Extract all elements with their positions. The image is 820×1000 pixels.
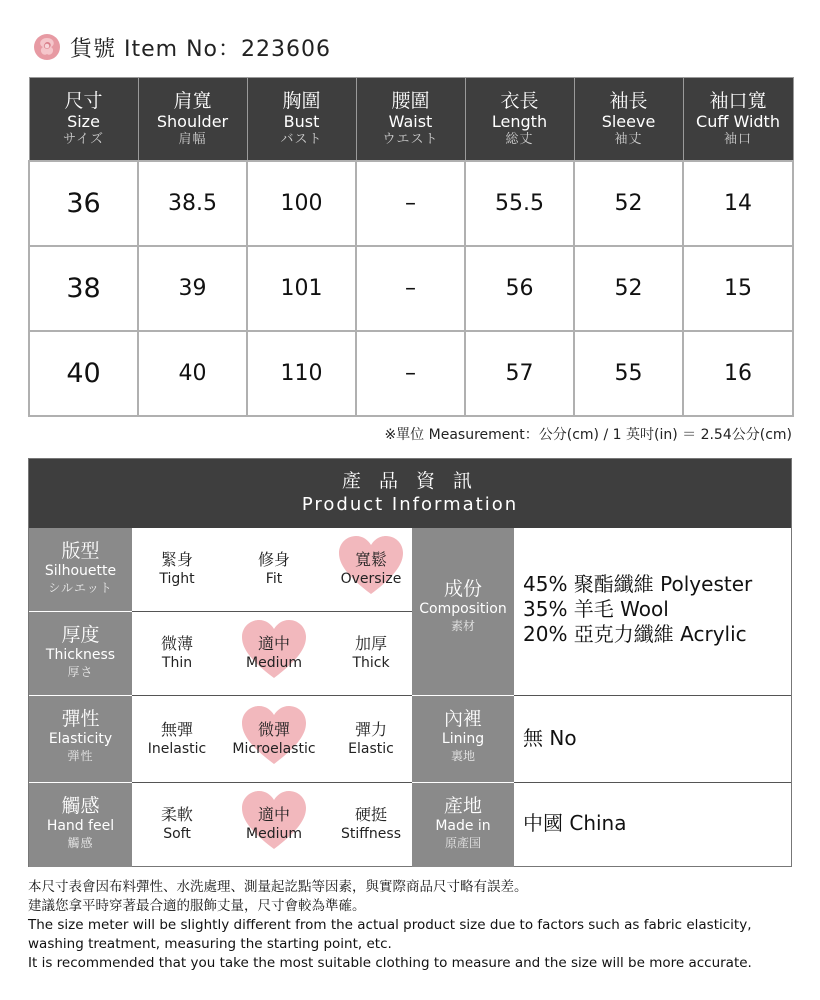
bust-cell: 110	[247, 331, 356, 416]
waist-cell: –	[356, 161, 465, 246]
shoulder-cell: 40	[138, 331, 247, 416]
made-in-label: 產地 Made in 原產国	[412, 783, 514, 867]
disclaimer-line: washing treatment, measuring the starting point, etc.	[28, 936, 392, 952]
sleeve-cell: 52	[574, 161, 683, 246]
thickness-options	[132, 612, 412, 696]
header-size: 尺寸 Size サイズ	[29, 78, 138, 161]
hand-feel-options	[132, 783, 412, 867]
silhouette-label: 版型 Silhouette シルエット	[29, 528, 132, 612]
length-cell: 56	[465, 246, 574, 331]
header-shoulder: 肩寬 Shoulder 肩幅	[138, 78, 247, 161]
shoulder-cell: 39	[138, 246, 247, 331]
bust-cell: 101	[247, 246, 356, 331]
header-sleeve: 袖長 Sleeve 袖丈	[574, 78, 683, 161]
composition-line: 20% 亞克力纖維 Acrylic	[523, 622, 747, 646]
cuff-width-cell: 16	[683, 331, 793, 416]
elasticity-label: 彈性 Elasticity 弾性	[29, 696, 132, 783]
size-cell: 36	[29, 161, 138, 246]
disclaimer-line: The size meter will be slightly different from the actual product size due to factors such as fabric elasticity,	[28, 917, 752, 933]
composition-line: 35% 羊毛 Wool	[523, 597, 669, 621]
sleeve-cell: 55	[574, 331, 683, 416]
product-info-title: 產 品 資 訊 Product Information	[29, 459, 791, 528]
product-info-panel	[28, 458, 792, 867]
option-microelastic: 微彈 Microelastic	[229, 720, 319, 758]
option-oversize: 寬鬆 Oversize	[326, 550, 416, 588]
table-row	[29, 331, 793, 416]
option-fit: 修身 Fit	[257, 550, 290, 587]
length-cell: 55.5	[465, 161, 574, 246]
option-tight: 緊身 Tight	[159, 550, 195, 587]
table-row	[29, 246, 793, 331]
length-cell: 57	[465, 331, 574, 416]
unit-note: ※單位 Measurement：公分(cm) / 1 英吋(in) ＝ 2.54公分(cm)	[384, 427, 792, 443]
disclaimer-line: 建議您拿平時穿著最合適的服飾丈量，尺寸會較為準確。	[28, 898, 366, 914]
hand-feel-label: 觸感 Hand feel 觸感	[29, 783, 132, 867]
option-medium: 適中 Medium	[229, 805, 319, 843]
waist-cell: –	[356, 331, 465, 416]
lining-value: 無 No	[514, 696, 791, 783]
item-number: 貨號 Item No：223606	[70, 36, 331, 62]
option-stiffness: 硬挺 Stiffness	[341, 805, 401, 842]
rose-icon	[32, 32, 62, 62]
option-thick: 加厚 Thick	[352, 634, 390, 671]
silhouette-options	[132, 528, 412, 612]
shoulder-cell: 38.5	[138, 161, 247, 246]
size-cell: 40	[29, 331, 138, 416]
disclaimer	[28, 878, 798, 973]
option-thin: 微薄 Thin	[160, 634, 193, 671]
cuff-width-cell: 15	[683, 246, 793, 331]
made-in-value: 中國 China	[523, 811, 627, 835]
option-inelastic: 無彈 Inelastic	[147, 719, 207, 757]
composition-value	[514, 528, 791, 696]
composition-line: 45% 聚酯纖維 Polyester	[523, 572, 753, 596]
header-cuff-width: 袖口寬 Cuff Width 袖口	[683, 78, 793, 161]
option-soft: 柔軟 Soft	[160, 805, 193, 842]
size-cell: 38	[29, 246, 138, 331]
item-header	[32, 30, 331, 64]
header-bust: 胸圍 Bust バスト	[247, 78, 356, 161]
disclaimer-line: It is recommended that you take the most suitable clothing to measure and the size will be more accurate.	[28, 955, 752, 971]
option-elastic: 彈力 Elastic	[348, 719, 394, 757]
elasticity-options	[132, 696, 412, 783]
cuff-width-cell: 14	[683, 161, 793, 246]
sleeve-cell: 52	[574, 246, 683, 331]
composition-label: 成份 Composition 素材	[412, 528, 514, 696]
waist-cell: –	[356, 246, 465, 331]
bust-cell: 100	[247, 161, 356, 246]
header-waist: 腰圍 Waist ウエスト	[356, 78, 465, 161]
thickness-label: 厚度 Thickness 厚さ	[29, 612, 132, 696]
option-medium: 適中 Medium	[229, 634, 319, 672]
size-table	[28, 77, 794, 417]
size-table-header-row	[29, 78, 793, 161]
disclaimer-line: 本尺寸表會因布料彈性、水洗處理、測量起訖點等因素，與實際商品尺寸略有誤差。	[28, 879, 528, 895]
lining-label: 內裡 Lining 裏地	[412, 696, 514, 783]
table-row	[29, 161, 793, 246]
header-length: 衣長 Length 総丈	[465, 78, 574, 161]
